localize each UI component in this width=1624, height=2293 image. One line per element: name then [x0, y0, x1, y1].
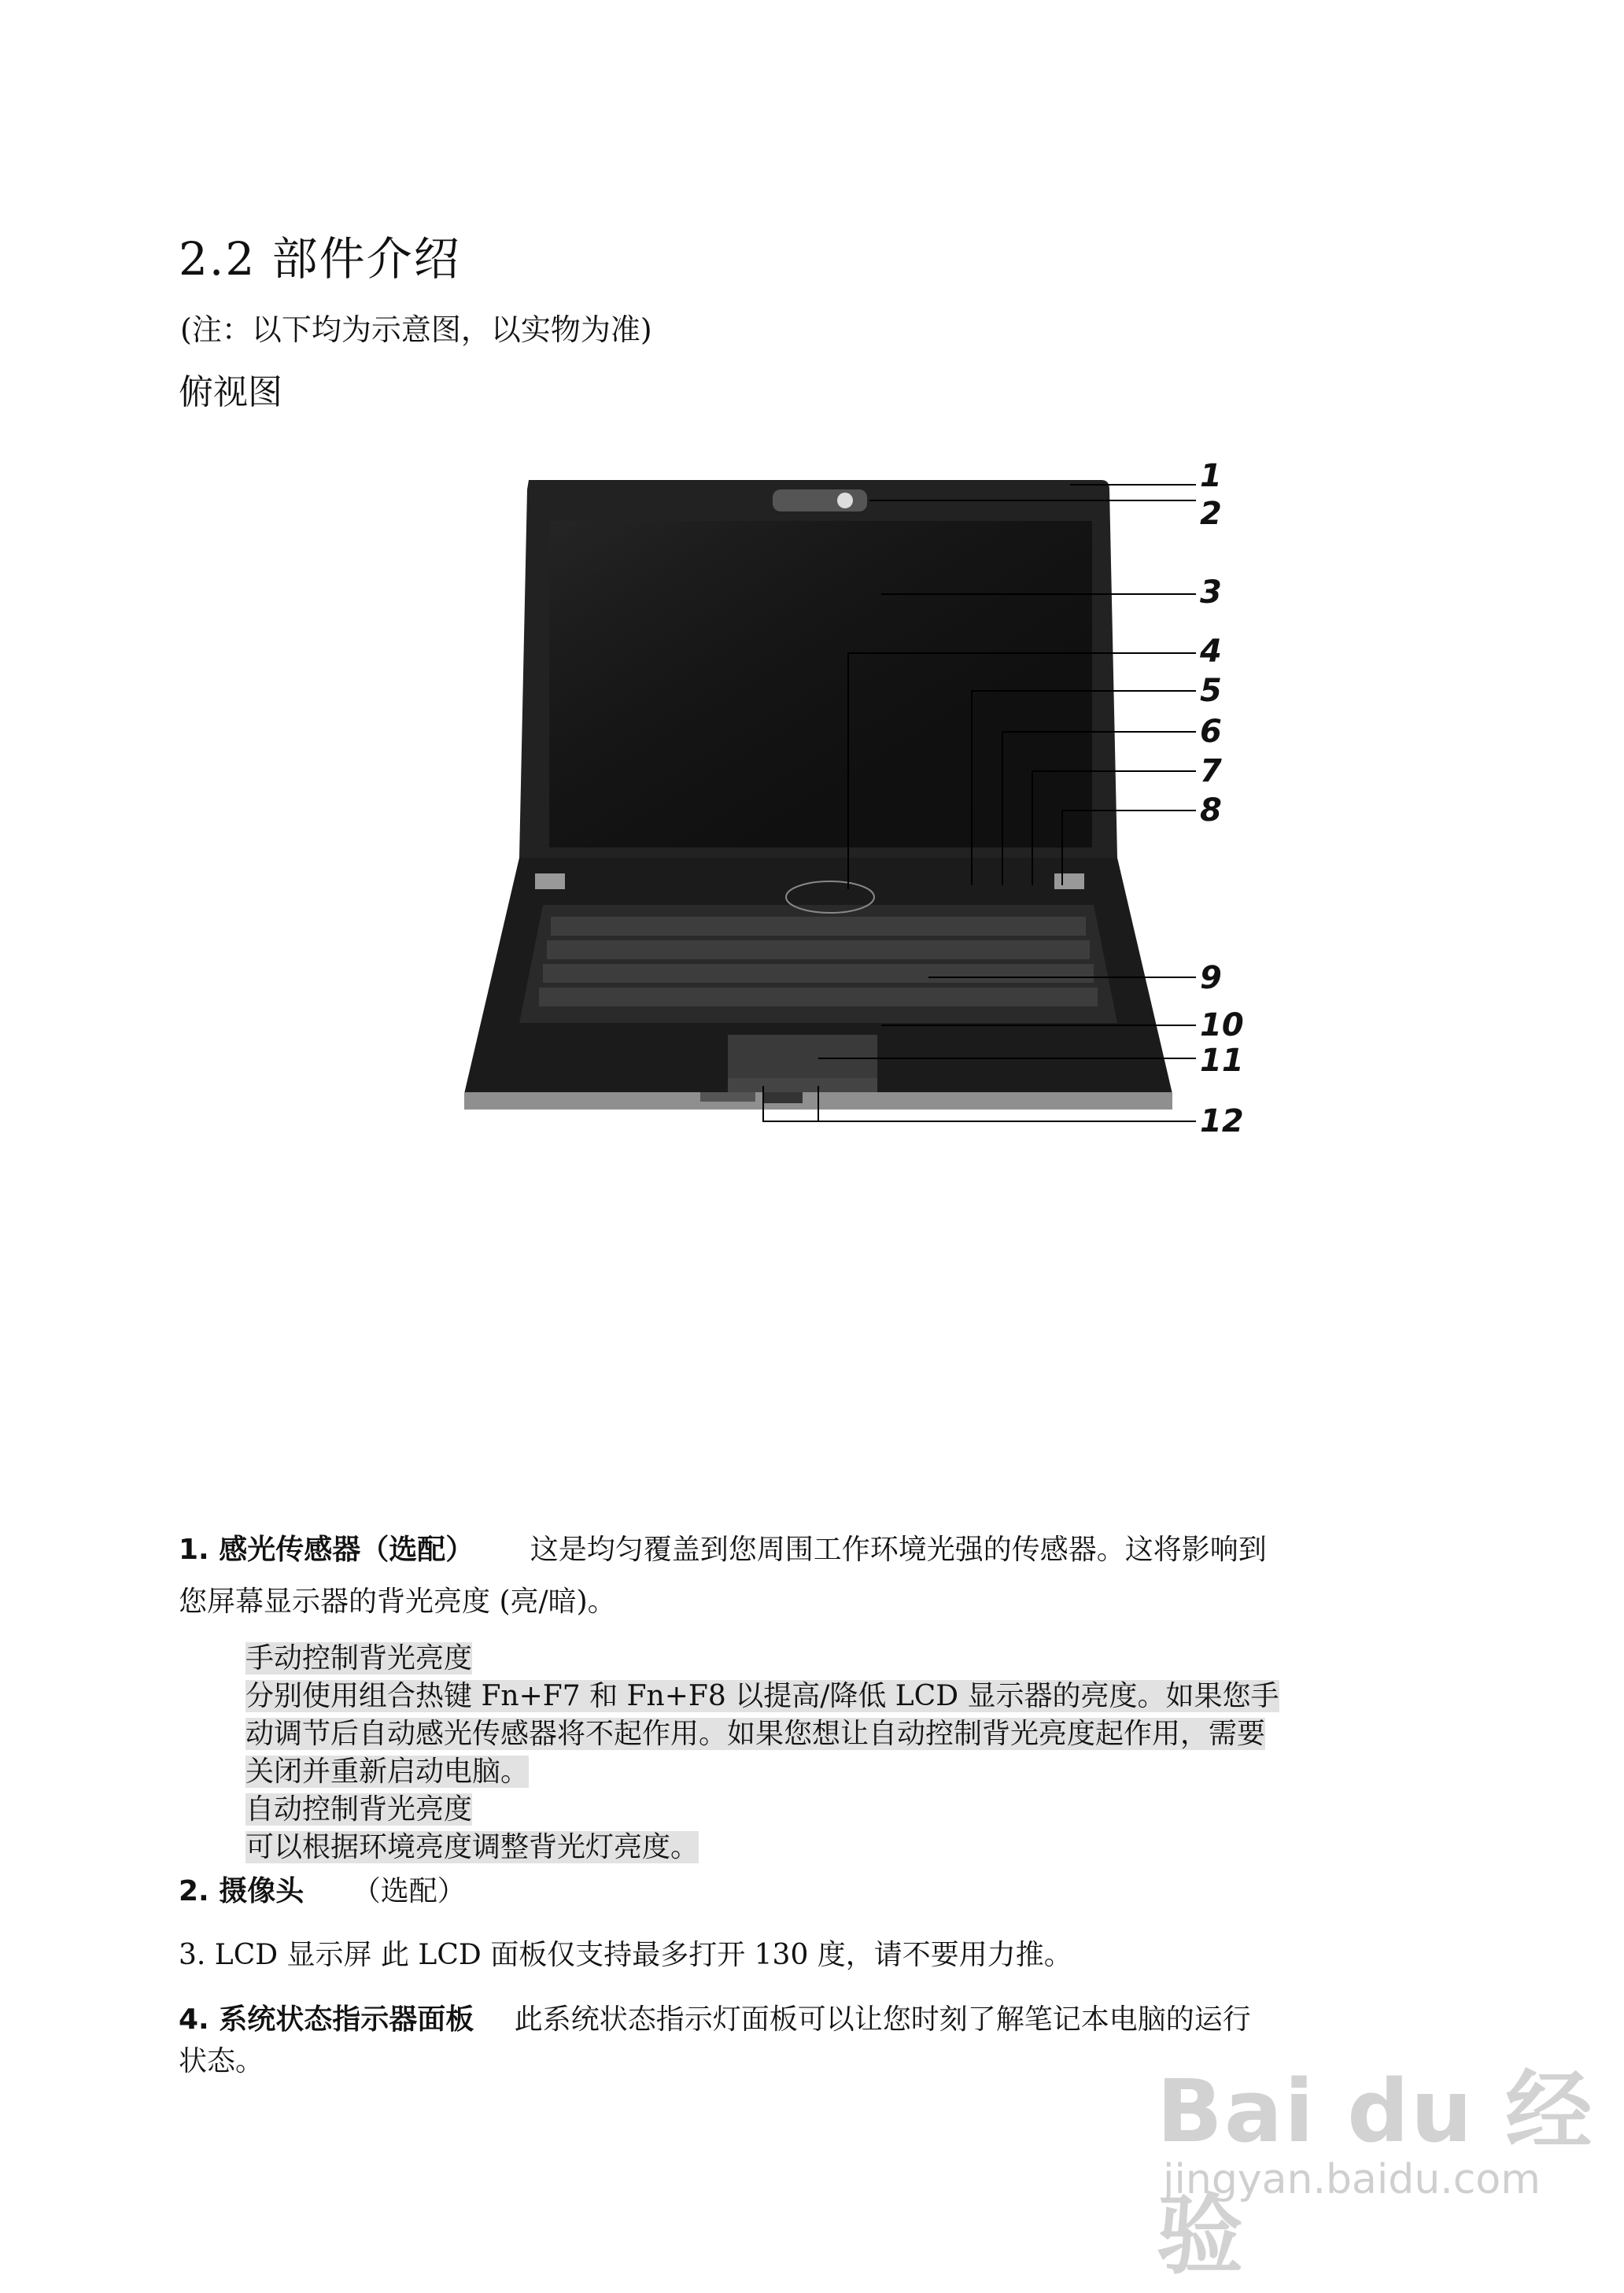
note: (注：以下均为示意图，以实物为准) [180, 312, 652, 347]
callout-6: 6 [1200, 714, 1222, 750]
auto-title: 自动控制背光亮度 [245, 1793, 473, 1826]
item-4 [179, 1996, 1251, 2044]
item-1-heading: 1. 感光传感器（选配） [179, 1534, 474, 1566]
watermark-brand: Bai du 经验 [1157, 2061, 1594, 2286]
callout-1: 1 [1200, 458, 1222, 494]
callout-10: 10 [1200, 1007, 1244, 1043]
callout-12: 12 [1200, 1103, 1244, 1139]
view-label: 俯视图 [179, 372, 282, 412]
callout-4: 4 [1200, 633, 1222, 670]
watermark-url: jingyan.baidu.com [1163, 2156, 1541, 2203]
item-4-desc-a: 此系统状态指示灯面板可以让您时刻了解笔记本电脑的运行 [514, 2003, 1251, 2036]
item-2-heading: 2. 摄像头 [179, 1875, 304, 1907]
callout-7: 7 [1200, 753, 1222, 789]
item-2-desc: （选配） [352, 1875, 466, 1907]
callout-5: 5 [1200, 673, 1222, 709]
item-1 [179, 1527, 1267, 1574]
manual-line-2: 动调节后自动感光传感器将不起作用。如果您想让自动控制背光亮度起作用，需要 [245, 1718, 1266, 1750]
item-3: 3. LCD 显示屏 此 LCD 面板仅支持最多打开 130 度，请不要用力推。 [179, 1939, 1072, 1971]
auto-line-1: 可以根据环境亮度调整背光灯亮度。 [245, 1831, 699, 1863]
manual-line-1: 分别使用组合热键 Fn+F7 和 Fn+F8 以提高/降低 LCD 显示器的亮度。如果您手 [245, 1680, 1279, 1712]
item-1-desc-a: 这是均匀覆盖到您周围工作环境光强的传感器。这将影响到 [530, 1534, 1267, 1566]
callout-11: 11 [1200, 1043, 1244, 1079]
manual-title: 手动控制背光亮度 [245, 1642, 473, 1675]
manual-line-3: 关闭并重新启动电脑。 [245, 1756, 530, 1788]
item-2 [179, 1868, 466, 1915]
callout-9: 9 [1200, 960, 1222, 996]
manual-block [245, 1640, 1279, 1867]
callout-2: 2 [1200, 496, 1222, 532]
item-1-desc-b: 您屏幕显示器的背光亮度 (亮/暗)。 [179, 1586, 616, 1618]
callout-3: 3 [1200, 574, 1222, 611]
item-4-heading: 4. 系统状态指示器面板 [179, 2003, 474, 2036]
laptop-top-view-illustration [441, 449, 1275, 1157]
item-4-desc-b: 状态。 [179, 2045, 264, 2077]
callout-numbers [1200, 449, 1294, 1157]
section-title: 2.2 部件介绍 [179, 232, 461, 286]
callout-8: 8 [1200, 792, 1222, 829]
